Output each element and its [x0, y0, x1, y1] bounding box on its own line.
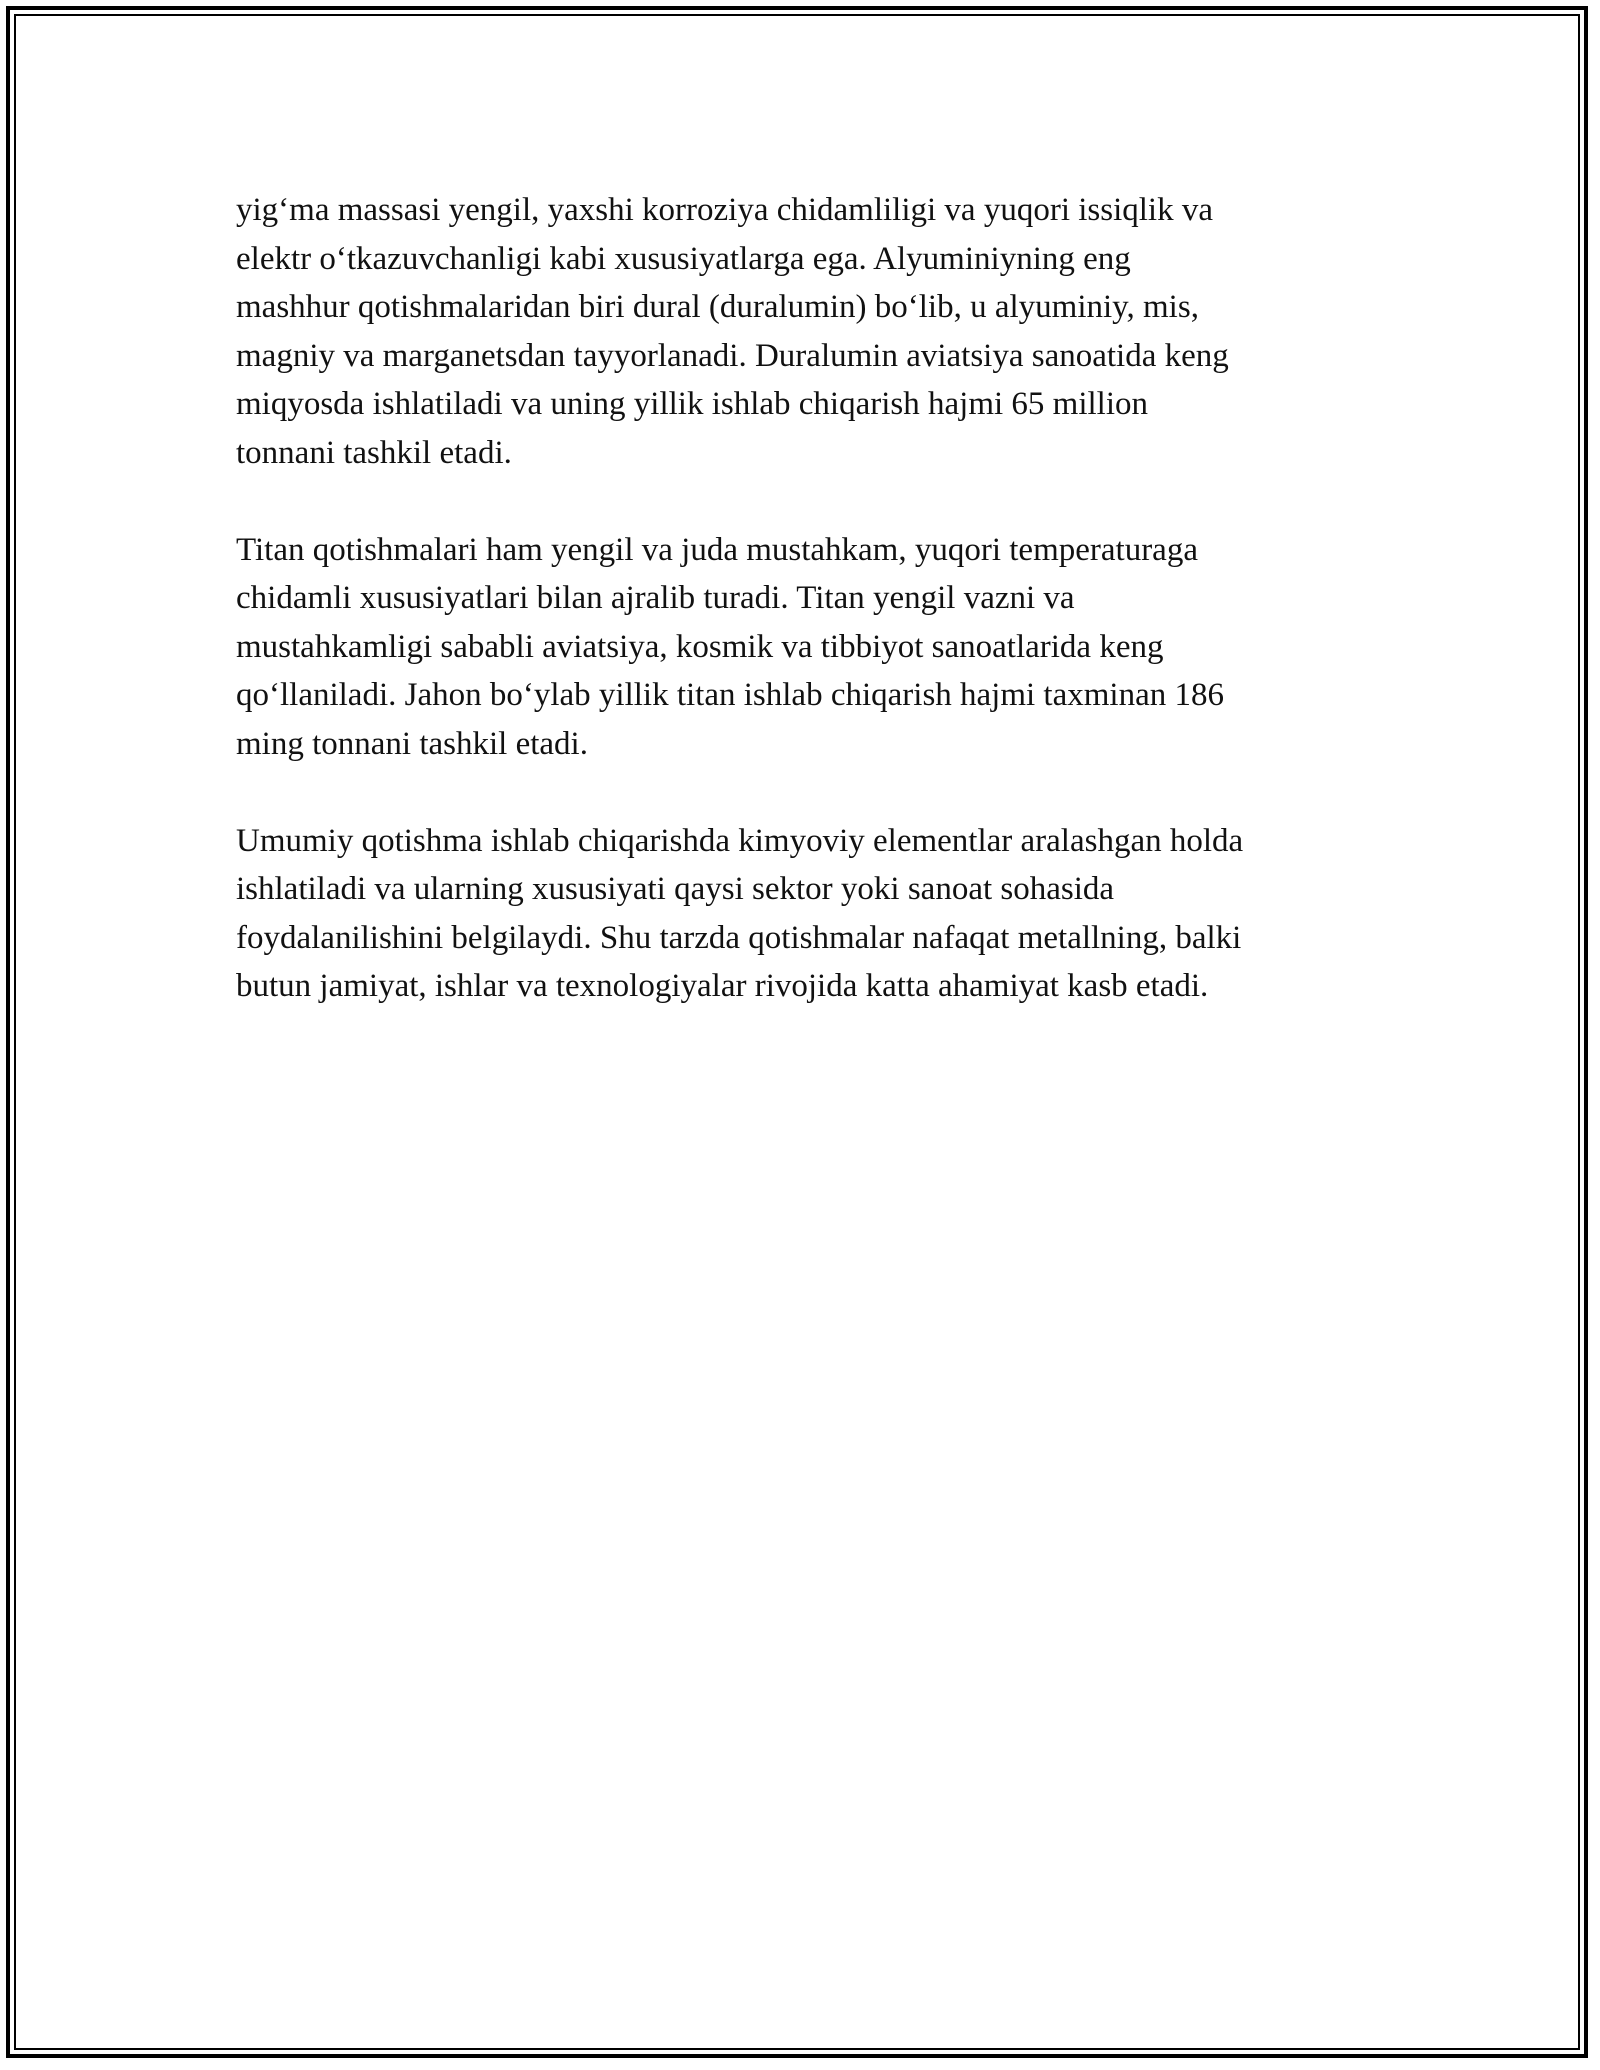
- text-line: mustahkamligi sababli aviatsiya, kosmik va tibbiyot sanoatlarida keng: [236, 628, 1164, 665]
- text-line: Umumiy qotishma ishlab chiqarishda kimyoviy elementlar aralashgan holda: [236, 822, 1244, 859]
- text-line: ishlatiladi va ularning xususiyati qaysi sektor yoki sanoat sohasida: [236, 871, 1115, 907]
- document-body: [236, 186, 1366, 1059]
- text-line: foydalanilishini belgilaydi. Shu tarzda qotishmalar nafaqat metallning, balki: [236, 919, 1242, 956]
- text-line: chidamli xususiyatlari bilan ajralib turadi. Titan yengil vazni va: [236, 580, 1075, 616]
- text-line: mashhur qotishmalaridan biri dural (duralumin) bo‘lib, u alyuminiy, mis,: [236, 289, 1199, 325]
- text-line: yig‘ma massasi yengil, yaxshi korroziya chidamliligi va yuqori issiqlik va: [236, 192, 1213, 228]
- text-line: magniy va marganetsdan tayyorlanadi. Duralumin aviatsiya sanoatida keng: [236, 337, 1229, 374]
- text-line: ming tonnani tashkil etadi.: [236, 725, 588, 762]
- text-line: elektr o‘tkazuvchanligi kabi xususiyatlarga ega. Alyuminiyning eng: [236, 240, 1131, 277]
- text-line: miqyosda ishlatiladi va uning yillik ishlab chiqarish hajmi 65 million: [236, 386, 1148, 422]
- text-line: Titan qotishmalari ham yengil va juda mustahkam, yuqori temperaturaga: [236, 531, 1198, 568]
- paragraph-titanium-alloys: [236, 526, 1366, 769]
- text-line: qo‘llaniladi. Jahon bo‘ylab yillik titan ishlab chiqarish hajmi taxminan 186: [236, 677, 1224, 713]
- paragraph-aluminium-alloys: [236, 186, 1366, 477]
- paragraph-general-alloy-production: [236, 817, 1366, 1011]
- text-line: butun jamiyat, ishlar va texnologiyalar rivojida katta ahamiyat kasb etadi.: [236, 968, 1209, 1004]
- text-line: tonnani tashkil etadi.: [236, 434, 512, 471]
